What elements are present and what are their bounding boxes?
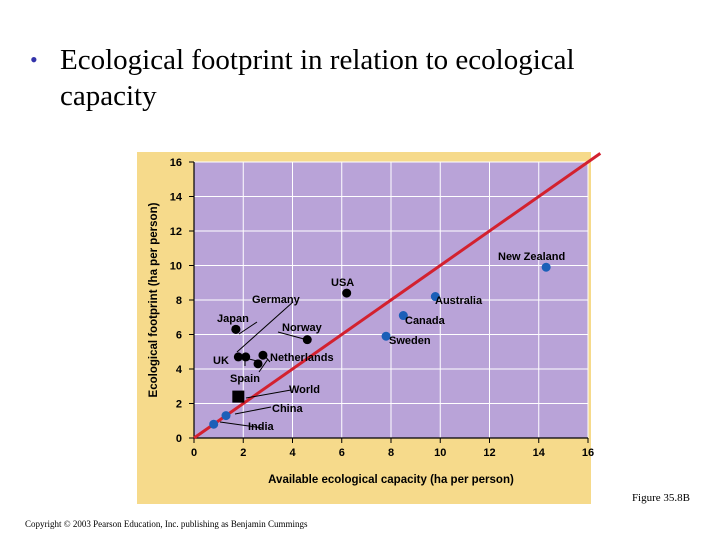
country-label: Japan (217, 313, 249, 325)
copyright-notice: Copyright © 2003 Pearson Education, Inc. publishing as Benjamin Cummings (25, 519, 308, 529)
data-point (209, 420, 218, 429)
data-point (342, 289, 351, 298)
y-tick-label: 8 (175, 295, 182, 307)
country-label: Germany (252, 294, 300, 306)
country-label: USA (331, 277, 355, 289)
x-tick-label: 4 (289, 447, 296, 459)
x-tick-label: 12 (483, 447, 496, 459)
country-label: India (248, 421, 274, 433)
figure-panel (137, 152, 595, 504)
x-tick-label: 10 (434, 447, 447, 459)
y-tick-label: 6 (175, 329, 182, 342)
x-axis-label: Available ecological capacity (ha per person) (268, 474, 514, 486)
slide-title: Ecological footprint in relation to ecological capacity (60, 44, 575, 112)
figure-caption: Figure 35.8B (631, 492, 690, 504)
x-tick-label: 8 (387, 447, 395, 459)
y-tick-label: 2 (175, 398, 182, 411)
y-tick-label: 12 (169, 226, 182, 238)
y-tick-label: 16 (169, 157, 182, 169)
country-label: Norway (282, 322, 322, 334)
country-label: Australia (435, 295, 483, 307)
y-tick-label: 14 (169, 191, 182, 204)
country-label: World (289, 384, 320, 396)
x-tick-label: 2 (240, 447, 247, 459)
x-tick-label: 6 (338, 447, 345, 459)
data-point (303, 335, 312, 344)
country-label: UK (213, 355, 229, 367)
x-tick-label: 14 (532, 447, 545, 459)
y-axis-label: Ecological footprint (ha per person) (148, 202, 160, 398)
data-point (258, 351, 267, 360)
country-label: Spain (230, 373, 260, 385)
y-tick-label: 10 (169, 260, 182, 273)
x-tick-label: 0 (190, 447, 198, 459)
data-point (231, 325, 240, 334)
data-point-square (232, 391, 244, 403)
ecological-footprint-chart (137, 152, 595, 504)
data-point (254, 359, 263, 368)
country-label: New Zealand (498, 251, 566, 263)
data-point (241, 352, 250, 361)
country-label: Canada (405, 315, 445, 327)
country-label: Sweden (389, 335, 431, 347)
data-point (222, 411, 231, 420)
data-point (542, 263, 551, 272)
y-tick-label: 0 (175, 433, 182, 445)
x-tick-label: 16 (581, 447, 595, 459)
country-label: China (272, 403, 303, 415)
y-tick-label: 4 (175, 364, 182, 376)
country-label: Netherlands (270, 352, 334, 364)
bullet-dot-icon: • (30, 47, 38, 72)
